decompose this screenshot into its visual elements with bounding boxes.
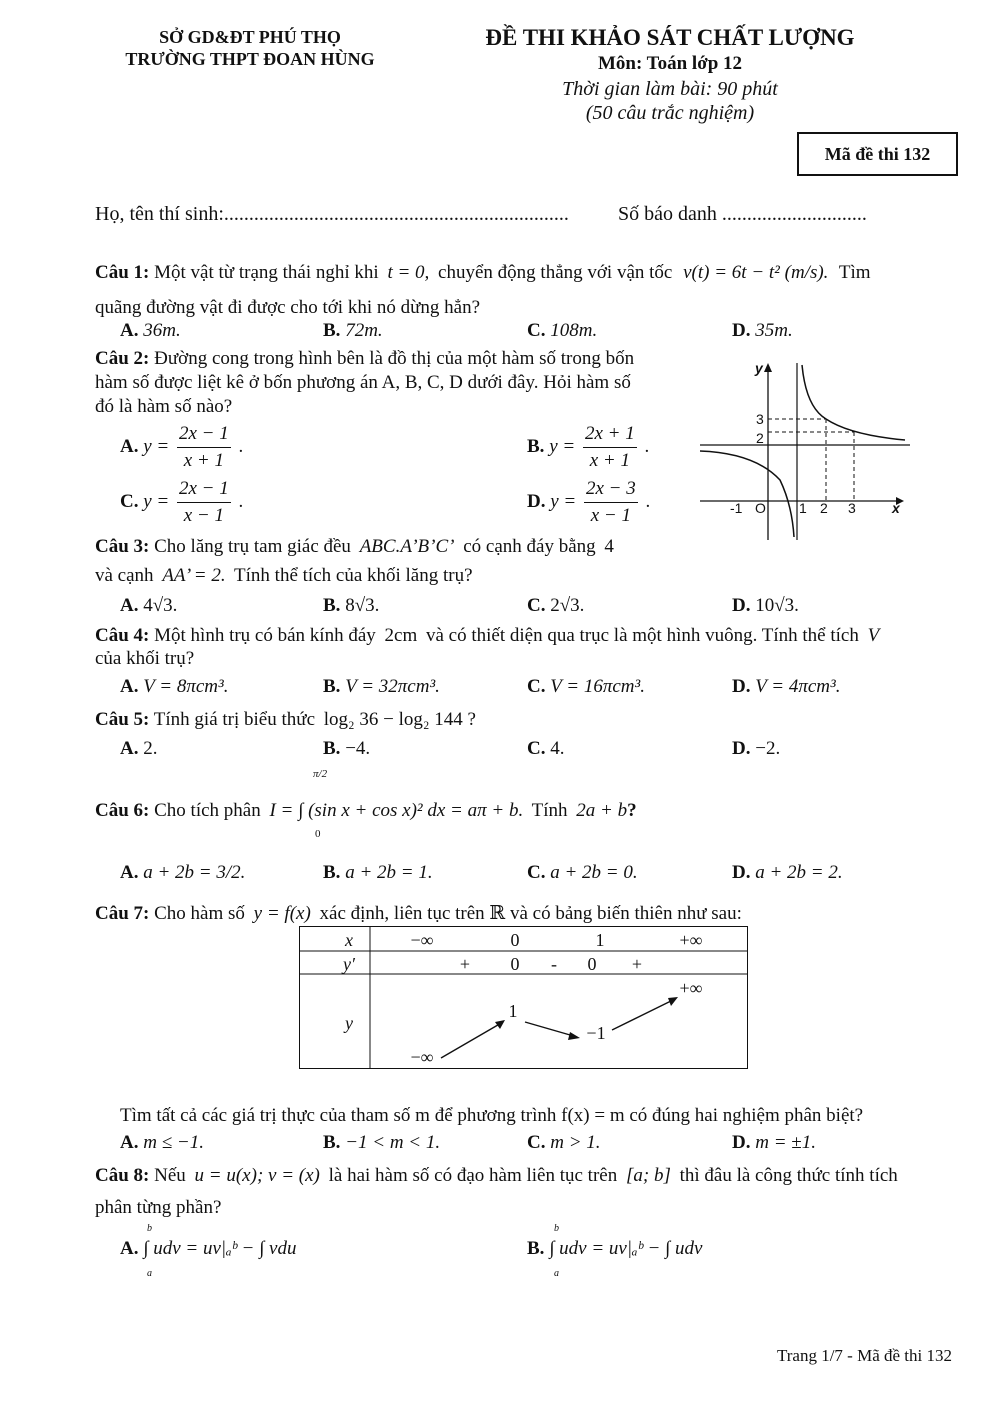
q2-option-b: B. y = $\frac{2x + 1}{x + 1}$ . <box>527 423 650 471</box>
bbt-yp-zero1: 0 <box>510 954 520 974</box>
bbt-arrow-up-2 <box>612 999 675 1030</box>
x-axis-label: x <box>892 500 900 516</box>
q8-option-a: A. ∫ udv = uv|ₐᵇ − ∫ vdu <box>120 1238 297 1259</box>
q2-line2: hàm số được liệt kê ở bốn phương án A, B, C, D dưới đây. Hỏi hàm số <box>95 372 631 393</box>
q7-option-c: C. m > 1. <box>527 1132 601 1153</box>
q3-line2: và cạnh AA’ = 2. Tính thể tích của khối lăng trụ? <box>95 565 473 586</box>
q3-option-d: D. 10√3. <box>732 595 799 616</box>
q7-option-b: B. −1 < m < 1. <box>323 1132 441 1153</box>
q6-option-d: D. a + 2b = 2. <box>732 862 843 883</box>
q7-question: Tìm tất cả các giá trị thực của tham số m để phương trình f(x) = m có đúng hai nghiệm phân biệt? <box>120 1105 864 1126</box>
q8-line2: phân từng phần? <box>95 1197 222 1218</box>
q4-option-c: C. V = 16πcm³. <box>527 676 645 697</box>
q4-option-d: D. V = 4πcm³. <box>732 676 841 697</box>
q8-a-lower: a <box>147 1268 152 1279</box>
q6-option-a: A. a + 2b = 3/2. <box>120 862 246 883</box>
q6-option-c: C. a + 2b = 0. <box>527 862 638 883</box>
candidate-name-field: Họ, tên thí sinh:..................................................................... <box>95 203 569 225</box>
q7-variation-table <box>299 926 749 1070</box>
q1-option-b: B. 72m. <box>323 320 383 341</box>
x-tick-2: 2 <box>820 500 828 516</box>
y-axis-arrow <box>764 363 772 372</box>
q8-a-upper: b <box>147 1223 152 1234</box>
page-footer: Trang 1/7 - Mã đề thi 132 <box>776 1346 952 1365</box>
q4-label: Câu 4: <box>95 625 150 646</box>
school-name: TRƯỜNG THPT ĐOAN HÙNG <box>125 49 375 69</box>
q6-lower-limit: 0 <box>315 828 321 840</box>
q5-label: Câu 5: <box>95 709 150 730</box>
q8-label: Câu 8: <box>95 1165 150 1186</box>
bbt-arrow-down <box>525 1022 577 1037</box>
bbt-y-max: 1 <box>508 1001 518 1021</box>
bbt-y-neginf: −∞ <box>410 1047 434 1067</box>
bbt-yp-sign3: + <box>631 954 643 974</box>
q6-label: Câu 6: <box>95 800 150 821</box>
bbt-y-posinf: +∞ <box>679 978 703 998</box>
q3-label: Câu 3: <box>95 536 150 557</box>
q8-option-b: B. ∫ udv = uv|ₐᵇ − ∫ udv <box>527 1238 703 1259</box>
q4-option-a: A. V = 8πcm³. <box>120 676 229 697</box>
q1-option-c: C. 108m. <box>527 320 598 341</box>
candidate-id-field: Số báo danh ............................. <box>618 203 867 225</box>
q5-option-d: D. −2. <box>732 738 781 759</box>
bbt-yp-sign1: + <box>459 954 471 974</box>
q5-option-a: A. 2. <box>120 738 158 759</box>
dept-name: SỞ GD&ĐT PHÚ THỌ <box>159 27 341 47</box>
y-axis-label: y <box>755 360 763 376</box>
bbt-arrow-up-1 <box>441 1022 503 1058</box>
q1-label: Câu 1: <box>95 262 150 283</box>
y-tick-3: 3 <box>756 411 764 427</box>
q5-option-c: C. 4. <box>527 738 565 759</box>
q7-label: Câu 7: <box>95 903 150 924</box>
q7-option-a: A. m ≤ −1. <box>120 1132 204 1153</box>
bbt-yp-label: y′ <box>343 954 355 974</box>
bbt-x-0: 0 <box>510 930 520 950</box>
bbt-x-neginf: −∞ <box>410 930 434 950</box>
q4-line2: của khối trụ? <box>95 648 195 669</box>
q8-b-lower: a <box>554 1268 559 1279</box>
x-tick-neg1: -1 <box>730 500 743 516</box>
q4-option-b: B. V = 32πcm³. <box>323 676 440 697</box>
q8-b-upper: b <box>554 1223 559 1234</box>
q2-option-a: A. y = $\frac{2x - 1}{x + 1}$ . <box>120 423 244 471</box>
q5-option-b: B. −4. <box>323 738 371 759</box>
origin-label: O <box>755 500 766 516</box>
x-tick-1: 1 <box>799 500 807 516</box>
exam-title: ĐỀ THI KHẢO SÁT CHẤT LƯỢNG <box>485 25 855 50</box>
exam-duration: Thời gian làm bài: 90 phút <box>562 78 778 100</box>
exam-subject: Môn: Toán lớp 12 <box>597 53 743 74</box>
curve-left-branch <box>700 451 794 537</box>
bbt-yp-sign2: - <box>551 954 557 974</box>
q3-option-b: B. 8√3. <box>323 595 380 616</box>
q6-option-b: B. a + 2b = 1. <box>323 862 433 883</box>
bbt-y-label: y <box>345 1013 353 1033</box>
bbt-yp-zero2: 0 <box>587 954 597 974</box>
q2-line1: Câu 2: Đường cong trong hình bên là đồ thị của một hàm số trong bốn <box>95 348 635 369</box>
q6-line1: Câu 6: Cho tích phân I = ∫ (sin x + cos x)² dx = aπ + b. Tính 2a + b? <box>95 800 637 821</box>
q3-option-c: C. 2√3. <box>527 595 585 616</box>
bbt-x-1: 1 <box>595 930 605 950</box>
q1-option-d: D. 35m. <box>732 320 793 341</box>
q1-option-a: A. 36m. <box>120 320 181 341</box>
q2-option-d: D. y = $\frac{2x - 3}{x - 1}$ . <box>527 478 651 526</box>
y-tick-2: 2 <box>756 430 764 446</box>
bbt-x-label: x <box>345 930 353 950</box>
q2-label: Câu 2: <box>95 348 150 369</box>
q1-line1: Câu 1: Một vật từ trạng thái nghỉ khi t = 0, chuyển động thẳng với vận tốc v(t) = 6t − t² (m/s). Tìm <box>95 262 871 283</box>
x-tick-3: 3 <box>848 500 856 516</box>
exam-code-box: Mã đề thi 132 <box>797 132 958 176</box>
bbt-y-min: −1 <box>586 1023 606 1043</box>
q3-line1: Câu 3: Cho lăng trụ tam giác đều ABC.A’B’C’ có cạnh đáy bằng 4 <box>95 536 614 557</box>
question-count: (50 câu trắc nghiệm) <box>585 102 755 124</box>
q1-line2: quãng đường vật đi được cho tới khi nó dừng hẳn? <box>95 297 481 318</box>
q4-line1: Câu 4: Một hình trụ có bán kính đáy 2cm và có thiết diện qua trục là một hình vuông. Tính thể tích V <box>95 625 880 646</box>
q2-function-graph <box>700 355 910 540</box>
q8-line1: Câu 8: Nếu u = u(x); v = (x) là hai hàm số có đạo hàm liên tục trên [a; b] thì đâu là công thức tính tích <box>95 1165 898 1186</box>
bbt-x-posinf: +∞ <box>679 930 703 950</box>
q3-option-a: A. 4√3. <box>120 595 178 616</box>
q7-option-d: D. m = ±1. <box>732 1132 816 1153</box>
q2-option-c: C. y = $\frac{2x - 1}{x - 1}$ . <box>120 478 244 526</box>
curve-right-branch <box>802 365 905 440</box>
q6-upper-limit: π/2 <box>313 768 328 780</box>
q7-line1: Câu 7: Cho hàm số y = f(x) xác định, liên tục trên ℝ và có bảng biến thiên như sau: <box>95 903 742 924</box>
q5-line1: Câu 5: Tính giá trị biểu thức log₂ 36 − log₂ 144 ? <box>95 709 476 730</box>
q2-line3: đó là hàm số nào? <box>95 396 233 417</box>
